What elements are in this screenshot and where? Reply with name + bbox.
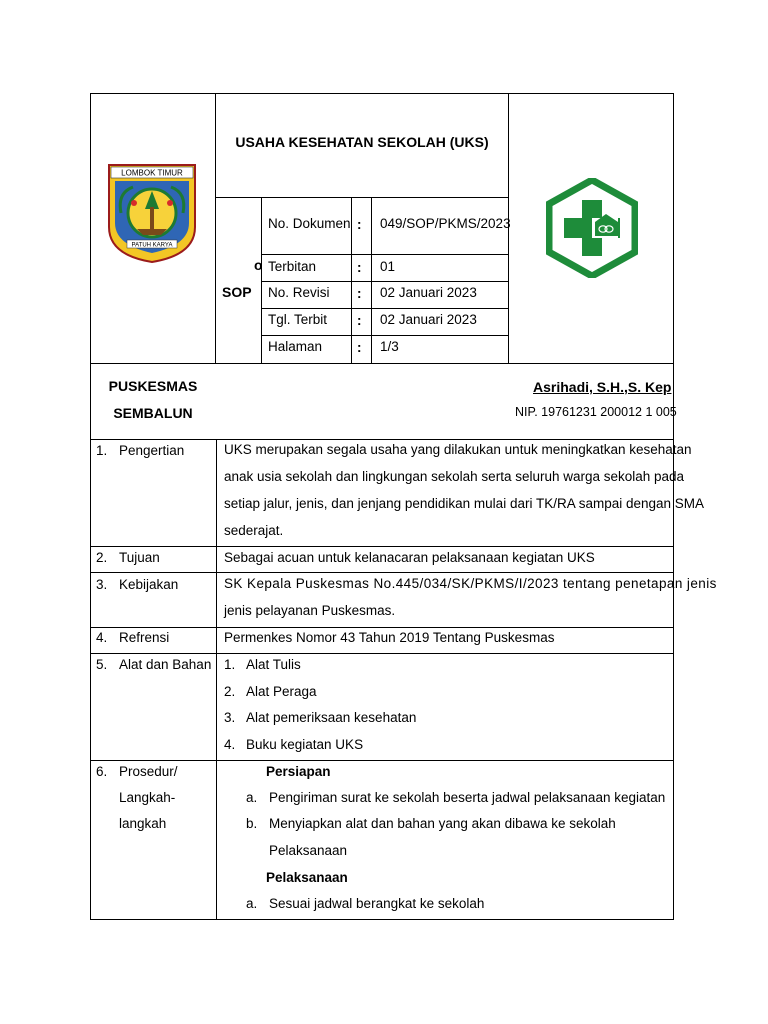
doc-number-value: 049/SOP/PKMS/2023 [380,216,511,231]
svg-text:LOMBOK TIMUR: LOMBOK TIMUR [121,168,183,178]
list-item-letter: a. [246,790,258,805]
row-label-kebijakan: Kebijakan [119,577,179,592]
edition-value: 01 [380,259,396,274]
revision-label: No. Revisi [268,285,330,300]
sop-label: SOP [222,284,252,300]
pengertian-text [224,436,704,544]
doc-number-sep: : [357,217,362,232]
row-label-alat-bahan: Alat dan Bahan [119,657,212,672]
lombok-timur-logo [107,163,197,263]
text-line: jenis pelayanan Puskesmas. [224,603,396,618]
publish-date-sep: : [357,313,362,328]
row-number: 2. [96,550,108,565]
page-sep: : [357,340,362,355]
row-number: 3. [96,577,108,592]
edition-sep: : [357,260,362,275]
edition-label: Terbitan [268,259,317,274]
row-label-pengertian: Pengertian [119,443,185,458]
row-label-prosedur-line2: Langkah- [119,790,176,805]
list-item: Alat pemeriksaan kesehatan [246,710,417,725]
row-label-tujuan: Tujuan [119,550,160,565]
list-item: Alat Peraga [246,684,317,699]
organization-name-line1: PUSKESMAS [108,378,198,394]
row-number: 4. [96,630,108,645]
list-item-number: 2. [224,684,236,699]
row-label-prosedur-line3: langkah [119,816,167,831]
section-heading-pelaksanaan: Pelaksanaan [266,870,348,885]
text-line: sederajat. [224,523,284,538]
revision-value: 02 Januari 2023 [380,285,477,300]
doc-number-label: No. Dokumen [268,216,351,231]
row-number: 6. [96,764,108,779]
sop-mark: o [254,257,263,273]
row-number: 1. [96,443,108,458]
puskesmas-logo [546,178,638,278]
publish-date-label: Tgl. Terbit [268,312,328,327]
list-item-number: 4. [224,737,236,752]
text-line: setiap jalur, jenis, dan jenjang pendidikan mulai dari TK/RA sampai dengan SMA [224,496,705,511]
tujuan-text: Sebagai acuan untuk kelanacaran pelaksanaan kegiatan UKS [224,550,595,565]
page-label: Halaman [268,339,323,354]
signer-nip: NIP. 19761231 200012 1 005 [515,405,677,419]
refrensi-text: Permenkes Nomor 43 Tahun 2019 Tentang Puskesmas [224,630,555,645]
row-label-refrensi: Refrensi [119,630,170,645]
list-item: Pengiriman surat ke sekolah beserta jadwal pelaksanaan kegiatan [269,790,666,805]
text-line: anak usia sekolah dan lingkungan sekolah serta seluruh warga sekolah pada [224,469,685,484]
list-item-continuation: Pelaksanaan [269,843,348,858]
list-item-number: 1. [224,657,236,672]
list-item-letter: a. [246,896,258,911]
document-title: USAHA KESEHATAN SEKOLAH (UKS) [235,134,489,150]
section-heading-persiapan: Persiapan [266,764,331,779]
signer-name: Asrihadi, S.H.,S. Kep [533,379,672,395]
list-item-letter: b. [246,816,258,831]
list-item-number: 3. [224,710,236,725]
list-item: Buku kegiatan UKS [246,737,364,752]
kebijakan-text [224,570,717,624]
revision-sep: : [357,286,362,301]
svg-text:PATUH KARYA: PATUH KARYA [131,242,173,249]
organization-name-line2: SEMBALUN [113,405,193,421]
text-line: UKS merupakan segala usaha yang dilakukan untuk meningkatkan kesehatan [224,442,692,457]
row-number: 5. [96,657,108,672]
page-value: 1/3 [380,339,399,354]
list-item: Alat Tulis [246,657,301,672]
publish-date-value: 02 Januari 2023 [380,312,477,327]
list-item: Menyiapkan alat dan bahan yang akan dibawa ke sekolah [269,816,616,831]
text-line: SK Kepala Puskesmas No.445/034/SK/PKMS/I/2023 tentang penetapan jenis [224,576,717,591]
list-item: Sesuai jadwal berangkat ke sekolah [269,896,485,911]
row-label-prosedur-line1: Prosedur/ [119,764,178,779]
